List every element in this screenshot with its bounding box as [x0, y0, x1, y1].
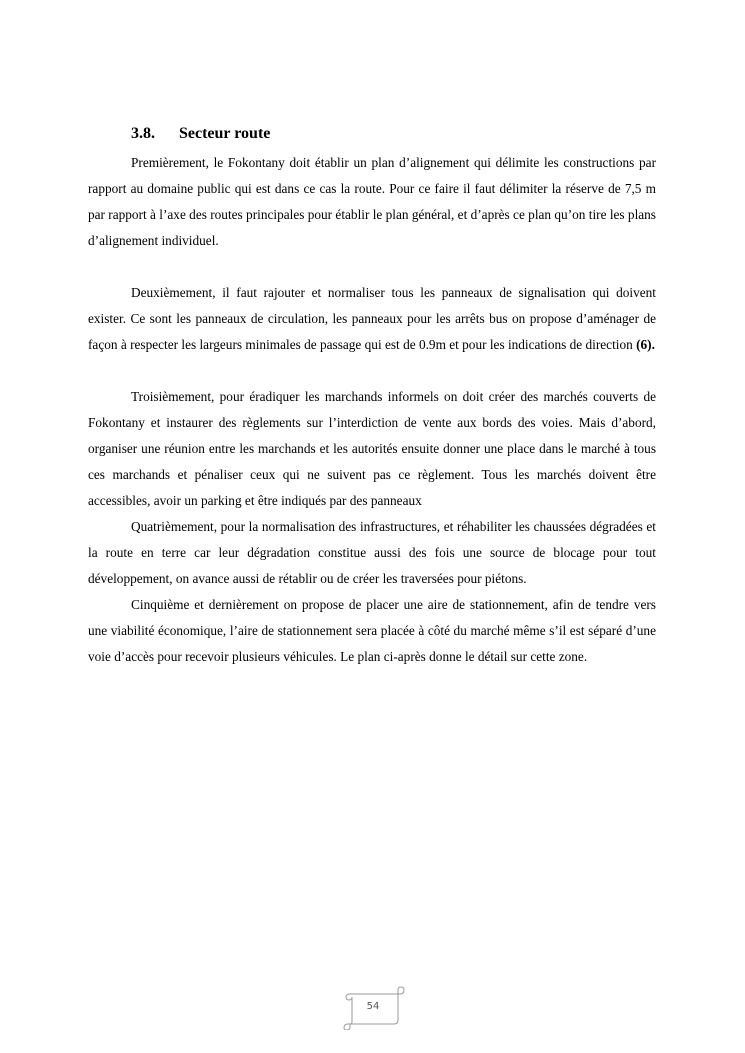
paragraph-4: [88, 514, 656, 592]
paragraph-text: Cinquième et dernièrement on propose de placer une aire de stationnement, afin de tendre vers une viabilité économique, l’aire de stationnement sera placée à côté du marché même s’il est séparé d’une voie d’accès pour recevoir plusieurs véhicules. Le plan ci-après donne le détail sur cette zone.: [88, 597, 656, 664]
section-title: Secteur route: [179, 125, 271, 142]
page-body: [88, 122, 656, 670]
paragraph-3: [88, 384, 656, 514]
paragraph-text: Troisièmement, pour éradiquer les marchands informels on doit créer des marchés couverts de Fokontany et instaurer des règlements sur l’interdiction de vente aux bords des voies. Mais d’abord, organiser une réunion entre les marchands et les autorités ensuite donner une place dans le marché à tous ces marchands et pénaliser ceux qui ne suivent pas ce règlement. Tous les marchés doivent être accessibles, avoir un parking et être indiqués par des panneaux: [88, 389, 656, 508]
page-number: 54: [366, 1001, 380, 1012]
reference-marker: (6).: [636, 337, 655, 352]
paragraph-2: [88, 280, 656, 358]
paragraph-text: Quatrièmement, pour la normalisation des infrastructures, et réhabiliter les chaussées dégradées et la route en terre car leur dégradation constitue aussi des fois une source de blocage pour tout développement, on avance aussi de rétablir ou de créer les traversées pour piétons.: [88, 519, 656, 586]
paragraph-1: [88, 150, 656, 254]
paragraph-5: [88, 592, 656, 670]
section-number: 3.8.: [131, 125, 155, 142]
section-heading: [131, 122, 656, 146]
paragraph-text: Deuxièmement, il faut rajouter et normaliser tous les panneaux de signalisation qui doivent exister. Ce sont les panneaux de circulation, les panneaux pour les arrêts bus on propose d’aménager de façon à respecter les largeurs minimales de passage qui est de 0.9m et pour les indications de direction: [88, 285, 656, 352]
paragraph-text: Premièrement, le Fokontany doit établir un plan d’alignement qui délimite les constructions par rapport au domaine public qui est dans ce cas la route. Pour ce faire il faut délimiter la réserve de 7,5 m par rapport à l’axe des routes principales pour établir le plan général, et d’après ce plan qu’on tire les plans d’alignement individuel.: [88, 155, 656, 248]
page-number-scroll: [340, 986, 406, 1030]
